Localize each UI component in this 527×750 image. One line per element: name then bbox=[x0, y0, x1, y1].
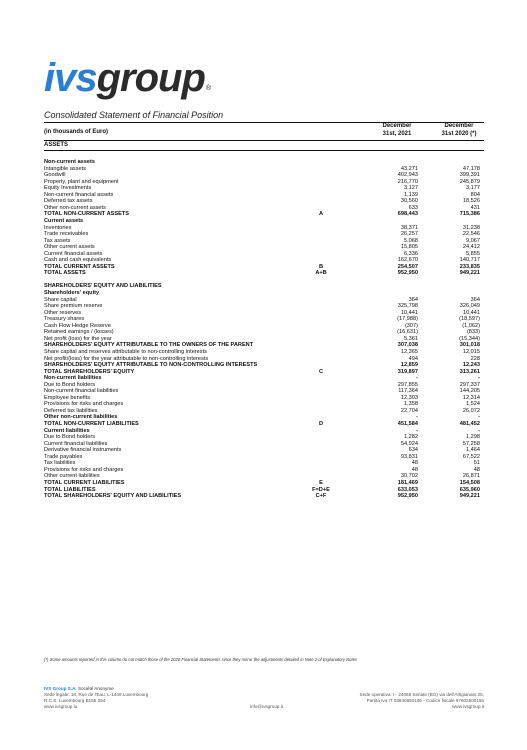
row-value-2021: 451,584 bbox=[397, 421, 418, 427]
row-value-2021: - bbox=[416, 375, 418, 382]
row-note: A bbox=[318, 211, 324, 218]
column-header-2020 bbox=[439, 123, 479, 138]
row-value-2021: 216,770 bbox=[397, 178, 418, 185]
row-value-2020: (1,062) bbox=[462, 322, 480, 329]
row-label: Due to Bond holders bbox=[44, 381, 95, 388]
row-value-2021: 38,371 bbox=[400, 224, 418, 231]
footer-company-name: IVS Group S.A. bbox=[44, 686, 77, 691]
row-label: Non-current financial assets bbox=[44, 191, 114, 198]
row-value-2021: 1,139 bbox=[404, 191, 418, 198]
row-value-2020: (15,344) bbox=[459, 335, 480, 342]
row-label: Other non-current liabilities bbox=[44, 414, 118, 421]
row-value-2021: 30,560 bbox=[400, 198, 418, 205]
row-label: Inventories bbox=[44, 224, 72, 231]
row-value-2021: 952,950 bbox=[397, 493, 418, 500]
row-value-2021: 22,704 bbox=[400, 407, 418, 414]
ivsgroup-logo bbox=[44, 52, 211, 98]
row-note: F=D+E bbox=[312, 486, 330, 493]
row-note: D bbox=[318, 421, 324, 427]
row-value-2021: 633,053 bbox=[397, 486, 418, 493]
row-value-2021: 634 bbox=[408, 447, 418, 454]
row-label: Other current liabilities bbox=[44, 473, 100, 480]
footer-email[interactable]: info@ivsgroup.it bbox=[250, 704, 284, 709]
row-value-2020: 51 bbox=[473, 460, 480, 467]
row-value-2021: 698,443 bbox=[397, 211, 418, 218]
footer-rcs: R.C.S. Luxembourg B155 294 bbox=[44, 698, 106, 703]
row-value-2021: 1,282 bbox=[404, 434, 418, 441]
row-value-2020: 140,717 bbox=[459, 257, 480, 264]
row-value-2021: - bbox=[416, 414, 418, 421]
row-value-2020: 431 bbox=[470, 204, 480, 211]
row-value-2021: 494 bbox=[408, 355, 418, 362]
row-label: TOTAL NON-CURRENT LIABILITIES bbox=[44, 421, 139, 427]
row-label: TOTAL CURRENT ASSETS bbox=[44, 263, 115, 270]
row-label: SHAREHOLDERS' EQUITY ATTRIBUTABLE TO NON-CONTROLLING INTERESTS bbox=[44, 362, 258, 369]
row-label: TOTAL ASSETS bbox=[44, 270, 86, 277]
row-label: Trade receivables bbox=[44, 231, 89, 238]
row-value-2021: 319,897 bbox=[397, 368, 418, 375]
row-value-2021: (307) bbox=[404, 322, 418, 329]
row-value-2020: 715,386 bbox=[459, 211, 480, 218]
row-label: Trade payables bbox=[44, 453, 83, 460]
row-value-2020: 24,412 bbox=[462, 244, 480, 251]
row-label: Provisions for risks and charges bbox=[44, 466, 124, 473]
row-value-2020: 635,960 bbox=[459, 486, 480, 493]
row-value-2020: (18,597) bbox=[459, 316, 480, 323]
row-value-2020: 154,508 bbox=[459, 479, 480, 486]
row-value-2020: 10,441 bbox=[462, 309, 480, 316]
row-label: TOTAL SHAREHOLDERS' EQUITY bbox=[44, 368, 135, 375]
row-label: Cash and cash equivalents bbox=[44, 257, 112, 264]
row-value-2021: 48 bbox=[411, 460, 418, 467]
column-header-2021-line1: December bbox=[382, 123, 412, 129]
row-value-2021: 26,257 bbox=[400, 231, 418, 238]
row-label: Share capital bbox=[44, 296, 77, 303]
row-value-2021: 30,702 bbox=[400, 473, 418, 480]
row-label: Net profit (loss) for the year bbox=[44, 335, 112, 342]
row-value-2020: 47,178 bbox=[462, 165, 480, 172]
row-value-2020: 1,524 bbox=[466, 401, 480, 408]
row-value-2020: 12,243 bbox=[462, 362, 480, 369]
row-label: Current financial liabilities bbox=[44, 440, 108, 447]
row-value-2021: 633 bbox=[408, 204, 418, 211]
row-value-2020: 399,391 bbox=[459, 172, 480, 179]
logo-ivs-text: ivs bbox=[44, 56, 97, 100]
row-label: TOTAL LIABILITIES bbox=[44, 486, 96, 493]
row-value-2020: - bbox=[478, 375, 480, 382]
row-value-2021: 181,469 bbox=[397, 479, 418, 486]
document-title: Consolidated Statement of Financial Position bbox=[44, 110, 224, 120]
row-value-2020: 67,522 bbox=[462, 453, 480, 460]
row-value-2020: 26,072 bbox=[462, 407, 480, 414]
row-label: Other current assets bbox=[44, 244, 95, 251]
row-value-2020: 364 bbox=[470, 296, 480, 303]
row-value-2021: 12,303 bbox=[400, 394, 418, 401]
row-label: Deferred tax liabilities bbox=[44, 407, 98, 414]
row-value-2020: 233,835 bbox=[459, 263, 480, 270]
row-label: Derivative financial instruments bbox=[44, 447, 122, 454]
footer-website-it[interactable]: www.ivsgroup.it bbox=[452, 704, 484, 709]
row-label: Current liabilities bbox=[44, 427, 90, 434]
row-value-2021: 10,441 bbox=[400, 309, 418, 316]
row-label: Tax assets bbox=[44, 237, 71, 244]
row-label: Other non-current assets bbox=[44, 204, 106, 211]
row-value-2021: 1,358 bbox=[404, 401, 418, 408]
row-value-2020: 22,546 bbox=[462, 231, 480, 238]
row-label: SHAREHOLDERS' EQUITY AND LIABILITIES bbox=[44, 283, 162, 290]
logo-group-text: group bbox=[96, 56, 205, 100]
row-value-2021: 117,364 bbox=[398, 388, 418, 395]
column-header-2021-line2: 31st, 2021 bbox=[382, 130, 412, 137]
row-value-2021: 48 bbox=[411, 466, 418, 473]
row-label: Shareholders' equity bbox=[44, 290, 100, 296]
row-value-2020: 1,298 bbox=[466, 434, 480, 441]
row-value-2021: 15,805 bbox=[400, 244, 418, 251]
row-value-2021: 12,859 bbox=[400, 362, 418, 369]
row-value-2021: 952,950 bbox=[397, 270, 418, 277]
row-value-2020: 48 bbox=[473, 466, 480, 473]
row-value-2020: 301,018 bbox=[459, 342, 480, 349]
row-label: Employee benefits bbox=[44, 394, 91, 401]
row-label: Tax liabilities bbox=[44, 460, 76, 467]
footer-website-lu[interactable]: www.ivsgroup.lu bbox=[44, 704, 78, 709]
row-value-2020: 481,452 bbox=[459, 421, 480, 427]
row-label: Other reserves bbox=[44, 309, 81, 316]
row-value-2021: 5,068 bbox=[404, 237, 418, 244]
row-label: Retained earnings / (losses) bbox=[44, 329, 114, 336]
row-note: C bbox=[318, 368, 324, 375]
row-value-2020: (833) bbox=[466, 329, 480, 336]
row-value-2020: 326,049 bbox=[459, 303, 480, 310]
column-header-2021 bbox=[377, 123, 417, 138]
row-label: Share capital and reserves attributable to non-controlling interests bbox=[44, 348, 207, 355]
row-note: C+F bbox=[315, 493, 327, 500]
table-row bbox=[44, 493, 484, 500]
row-value-2020: 804 bbox=[470, 191, 480, 198]
row-value-2021: 325,798 bbox=[397, 303, 418, 310]
row-value-2020: 12,015 bbox=[462, 348, 480, 355]
footer-operational-info bbox=[360, 692, 484, 710]
row-label: Due to Bond holders bbox=[44, 434, 95, 441]
row-label: Non-current liabilities bbox=[44, 375, 102, 382]
row-value-2020: - bbox=[478, 414, 480, 421]
row-label: Cash Flow Hedge Reserve bbox=[44, 322, 111, 329]
section-assets-label: ASSETS bbox=[44, 142, 69, 148]
row-note: A+B bbox=[315, 270, 327, 277]
column-header-2020-line1: December bbox=[444, 123, 474, 129]
row-value-2021: 297,855 bbox=[397, 381, 418, 388]
row-value-2020: 228 bbox=[470, 355, 480, 362]
row-value-2021: 162,670 bbox=[397, 257, 418, 264]
row-value-2020: 12,314 bbox=[462, 394, 480, 401]
section-divider bbox=[44, 150, 484, 151]
row-value-2021: (16,631) bbox=[397, 329, 418, 336]
row-value-2020: 949,221 bbox=[459, 270, 480, 277]
footer-company-info bbox=[44, 686, 148, 710]
registered-mark-icon: ® bbox=[205, 85, 212, 92]
row-value-2020: 31,238 bbox=[462, 224, 480, 231]
row-label: Intangible assets bbox=[44, 165, 86, 172]
row-value-2021: 3,127 bbox=[404, 185, 418, 192]
row-label: Provisions for risks and charges bbox=[44, 401, 124, 408]
row-value-2021: 402,943 bbox=[397, 172, 418, 179]
row-value-2020: 3,177 bbox=[466, 185, 480, 192]
row-label: Equity Investments bbox=[44, 185, 92, 192]
row-value-2020: 297,337 bbox=[459, 381, 480, 388]
row-label: Non-current financial liabilities bbox=[44, 388, 119, 395]
row-value-2021: 307,038 bbox=[397, 342, 418, 349]
row-value-2021: 5,361 bbox=[404, 335, 418, 342]
row-value-2021: 54,924 bbox=[400, 440, 418, 447]
column-header-2020-line2: 31st 2020 (*) bbox=[441, 130, 477, 137]
row-value-2021: (17,988) bbox=[397, 316, 418, 323]
footer-operational-address: Sede operativa: I - 24068 Seriate (BG) via dell'Artigianato 25, bbox=[359, 692, 484, 697]
row-label: Deferred tax assets bbox=[44, 198, 93, 205]
header-divider bbox=[44, 140, 484, 141]
row-note: B bbox=[318, 263, 324, 270]
row-value-2020: 9,067 bbox=[466, 237, 480, 244]
row-value-2020: 949,221 bbox=[459, 493, 480, 500]
row-label: TOTAL SHAREHOLDERS' EQUITY AND LIABILITIES bbox=[44, 493, 182, 500]
row-value-2020: 57,258 bbox=[462, 440, 480, 447]
row-value-2020: 26,871 bbox=[462, 473, 480, 480]
row-label: Current assets bbox=[44, 217, 84, 224]
row-label: SHAREHOLDERS' EQUITY ATTRIBUTABLE TO THE OWNERS OF THE PARENT bbox=[44, 342, 254, 349]
row-value-2020: 144,205 bbox=[459, 388, 480, 395]
footer-company-type: Société Anonyme bbox=[77, 686, 114, 691]
row-value-2020: - bbox=[478, 427, 480, 434]
row-value-2020: 18,526 bbox=[462, 198, 480, 205]
row-value-2020: 1,464 bbox=[466, 447, 480, 454]
row-label: Share premium reserve bbox=[44, 303, 103, 310]
row-label: Property, plant and equipment bbox=[44, 178, 119, 185]
row-label: Non-current assets bbox=[44, 159, 95, 165]
footnote: (*) Some amounts reported in this column do not match those of the 2020 Financial Statements since they mirror the adjustments detailed in Note 2 of Explanatory Notes bbox=[44, 657, 358, 662]
row-value-2021: 6,336 bbox=[404, 250, 418, 257]
footer-address: Sede legale: 18, Rue de l'Eau, L-1449 Luxembourg bbox=[44, 692, 149, 697]
row-value-2021: 254,507 bbox=[397, 263, 418, 270]
footer-vat: Partita Iva IT 03840650166 - Codice fiscale 97602500155 bbox=[366, 698, 484, 703]
row-value-2020: 245,879 bbox=[459, 178, 480, 185]
row-label: Treasury shares bbox=[44, 316, 85, 323]
row-value-2021: 364 bbox=[408, 296, 418, 303]
title-divider bbox=[44, 122, 484, 123]
row-value-2020: 5,855 bbox=[466, 250, 480, 257]
row-value-2021: 93,831 bbox=[400, 453, 418, 460]
row-label: TOTAL NON-CURRENT ASSETS bbox=[44, 211, 129, 218]
row-note: E bbox=[319, 479, 323, 486]
units-label: (in thousands of Euro) bbox=[44, 129, 108, 135]
row-label: Net profit/(loss) for the year attributable to non-controlling interests bbox=[44, 355, 209, 362]
row-value-2021: 12,365 bbox=[400, 348, 418, 355]
row-value-2020: 313,261 bbox=[459, 368, 480, 375]
row-value-2021: - bbox=[416, 427, 418, 434]
row-value-2021: 43,271 bbox=[400, 165, 418, 172]
row-label: Goodwill bbox=[44, 172, 66, 179]
row-label: TOTAL CURRENT LIABILITIES bbox=[44, 479, 125, 486]
row-label: Current financial assets bbox=[44, 250, 103, 257]
